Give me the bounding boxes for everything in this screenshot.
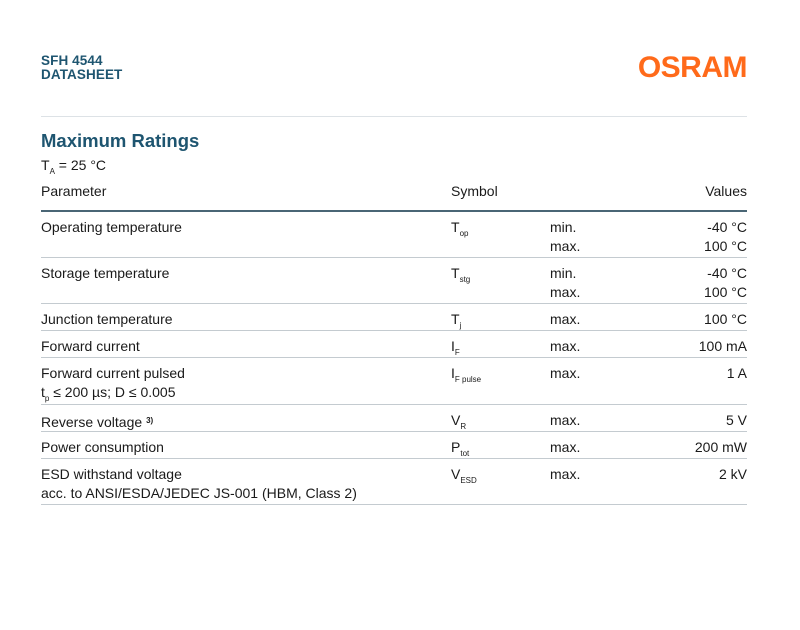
symbol-letter: I	[451, 365, 455, 381]
parameter-condition	[41, 383, 185, 402]
limit-cell: max.	[550, 365, 581, 381]
limit-cell: max.	[550, 311, 581, 327]
parameter-name: Forward current pulsed	[41, 365, 185, 381]
table-row	[41, 212, 747, 258]
symbol-cell	[451, 411, 466, 430]
parameter-cell	[41, 364, 185, 402]
symbol-letter: T	[451, 219, 460, 235]
value-cell: 5 V	[725, 412, 747, 428]
limit-min: min.	[550, 265, 577, 281]
condition-subscript: p	[44, 394, 50, 403]
symbol-cell	[451, 337, 460, 356]
parameter-cell: Operating temperature	[41, 219, 182, 235]
value-cell: 100 mA	[698, 338, 747, 354]
limit-cell: max.	[550, 338, 581, 354]
symbol-cell	[451, 310, 461, 329]
symbol-cell	[451, 438, 469, 457]
value-min: -40 °C	[707, 219, 747, 235]
limit-cell	[550, 264, 580, 302]
footnote-reference: 3)	[146, 416, 154, 425]
table-row	[41, 331, 747, 358]
symbol-letter: T	[451, 311, 460, 327]
table-row	[41, 304, 747, 331]
value-max: 100 °C	[704, 284, 747, 300]
limit-max: max.	[550, 284, 581, 300]
value-cell	[704, 264, 747, 302]
symbol-cell	[451, 364, 481, 383]
symbol-letter: I	[451, 338, 455, 354]
value-min: -40 °C	[707, 265, 747, 281]
parameter-name: Reverse voltage	[41, 414, 143, 430]
symbol-subscript: R	[460, 422, 467, 431]
symbol-subscript: F pulse	[454, 375, 482, 384]
parameter-cell: Junction temperature	[41, 311, 173, 327]
limit-max: max.	[550, 238, 581, 254]
limit-min: min.	[550, 219, 577, 235]
table-row	[41, 432, 747, 459]
parameter-condition: acc. to ANSI/ESDA/JEDEC JS-001 (HBM, Class 2)	[41, 485, 357, 501]
table-header	[41, 183, 747, 212]
symbol-letter: V	[451, 466, 461, 482]
ambient-temperature-condition	[41, 157, 107, 176]
product-name: SFH 4544	[41, 53, 103, 68]
symbol-subscript: F	[454, 348, 460, 357]
symbol-letter: V	[451, 412, 461, 428]
osram-logo: OSRAM	[637, 51, 747, 84]
limit-cell: max.	[550, 439, 581, 455]
condition-subscript: A	[49, 167, 55, 176]
symbol-letter: P	[451, 439, 461, 455]
symbol-cell	[451, 465, 477, 484]
symbol-cell	[451, 218, 468, 237]
symbol-letter: T	[451, 265, 460, 281]
limit-cell: max.	[550, 466, 581, 482]
symbol-subscript: j	[459, 321, 462, 330]
table-row	[41, 258, 747, 304]
condition-symbol: T	[41, 157, 50, 173]
table-row	[41, 405, 747, 432]
value-cell: 100 °C	[704, 311, 747, 327]
symbol-subscript: ESD	[460, 476, 477, 485]
condition-text: ≤ 200 µs; D ≤ 0.005	[49, 384, 176, 400]
symbol-cell	[451, 264, 470, 283]
parameter-cell: Storage temperature	[41, 265, 170, 281]
value-cell: 200 mW	[694, 439, 747, 455]
parameter-cell: Forward current	[41, 338, 140, 354]
condition-symbol: t	[41, 384, 45, 400]
maximum-ratings-table	[41, 183, 747, 505]
symbol-subscript: op	[459, 229, 469, 238]
document-type: DATASHEET	[41, 67, 123, 82]
parameter-cell	[41, 411, 153, 432]
header-values: Values	[705, 183, 747, 199]
parameter-cell	[41, 465, 357, 503]
parameter-name: ESD withstand voltage	[41, 466, 182, 482]
header-divider	[41, 116, 747, 117]
value-cell: 1 A	[726, 365, 747, 381]
condition-value: = 25 °C	[54, 157, 107, 173]
value-max: 100 °C	[704, 238, 747, 254]
symbol-subscript: tot	[460, 449, 470, 458]
header-parameter: Parameter	[41, 183, 107, 199]
value-cell: 2 kV	[718, 466, 747, 482]
section-title: Maximum Ratings	[41, 130, 200, 151]
parameter-cell: Power consumption	[41, 439, 164, 455]
limit-cell	[550, 218, 580, 256]
limit-cell: max.	[550, 412, 581, 428]
table-row	[41, 459, 747, 505]
symbol-subscript: stg	[459, 275, 471, 284]
table-row	[41, 358, 747, 405]
datasheet-header	[41, 54, 122, 82]
header-symbol: Symbol	[451, 183, 498, 199]
value-cell	[704, 218, 747, 256]
